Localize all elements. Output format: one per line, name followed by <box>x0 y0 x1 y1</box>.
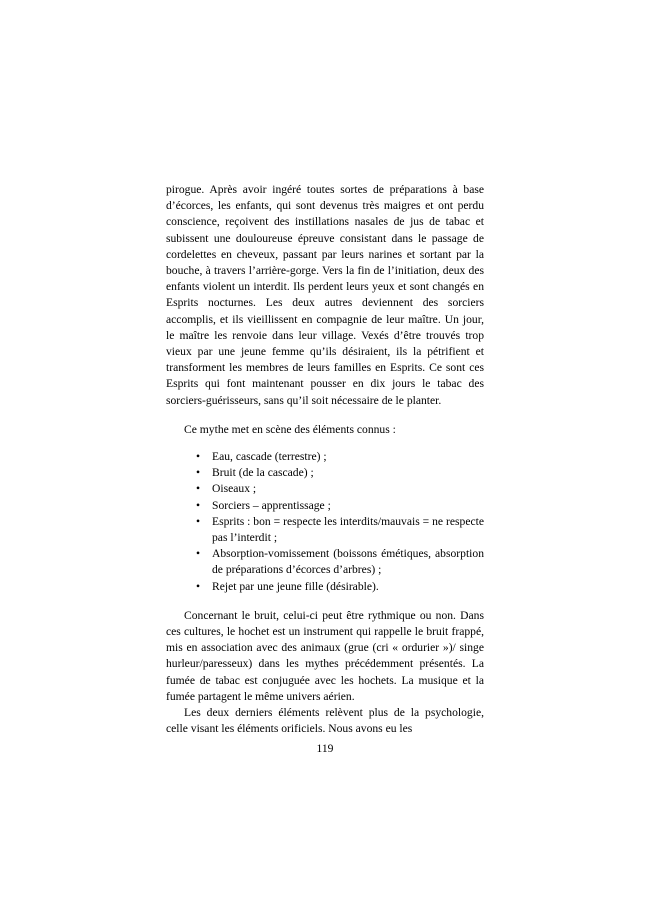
bullet-icon: • <box>196 514 201 528</box>
list-item <box>166 546 484 578</box>
paragraph-spacer <box>166 595 484 608</box>
list-item <box>166 449 484 465</box>
bullet-icon: • <box>196 547 201 561</box>
list-item <box>166 465 484 481</box>
bullet-icon: • <box>196 450 201 464</box>
elements-list <box>166 449 484 595</box>
list-item <box>166 579 484 595</box>
list-item-label: Eau, cascade (terrestre) ; <box>212 450 327 464</box>
paragraph-spacer <box>166 409 484 422</box>
list-item-label: Esprits : bon = respecte les interdits/mauvais = ne respecte pas l’interdit ; <box>212 514 484 545</box>
bullet-icon: • <box>196 498 201 512</box>
paragraph-intro-list: Ce mythe met en scène des éléments connus : <box>184 422 396 436</box>
page-text-block <box>166 182 484 738</box>
list-item-label: Rejet par une jeune fille (désirable). <box>212 579 379 593</box>
page-number: 119 <box>316 742 334 755</box>
list-item-label: Sorciers – apprentissage ; <box>212 498 331 512</box>
paragraph-opening: pirogue. Après avoir ingéré toutes sortes de préparations à base d’écorces, les enfants, qui sont devenus très maigres et ont perdu conscience, reçoivent des instillations nasales de jus de tabac et subissent une douloureuse épreuve consistant dans le passage de cordelettes en cheveux, passant par leurs narines et sortant par la bouche, à travers l’arrière-gorge. Vers la fin de l’initiation, deux des enfants violent un interdit. Ils perdent leurs yeux et sont changés en Esprits nocturnes. Les deux autres deviennent des sorciers accomplis, et ils vieillissent en compagnie de leur maître. Un jour, le maître les renvoie dans leur village. Vexés d’être trouvés trop vieux par une jeune femme qu’ils désiraient, ils la pétrifient et transforment les membres de leurs familles en Esprits. Ce sont ces Esprits qui font maintenant pousser en dix jours le tabac des sorciers-guérisseurs, sans qu’il soit nécessaire de le planter. <box>166 183 484 407</box>
list-spacer <box>166 438 484 449</box>
bullet-icon: • <box>196 579 201 593</box>
list-item <box>166 481 484 497</box>
list-item-label: Absorption-vomissement (boissons émétiques, absorption de préparations d’écorces d’arbres) ; <box>212 547 484 577</box>
list-item-label: Bruit (de la cascade) ; <box>212 466 314 480</box>
bullet-icon: • <box>196 482 201 496</box>
list-item <box>166 498 484 514</box>
paragraph-closing: Les deux derniers éléments relèvent plus de la psychologie, celle visant les éléments orificiels. Nous avons eu les <box>166 706 484 736</box>
paragraph-bruit: Concernant le bruit, celui-ci peut être rythmique ou non. Dans ces cultures, le hochet est un instrument qui rappelle le bruit frappé, mis en association avec des animaux (grue (cri « ordurier »)/ singe hurleur/paresseux) dans les mythes précédemment présentés. La fumée de tabac est conjuguée avec les hochets. La musique et la fumée partagent le même univers aérien. <box>166 608 484 703</box>
bullet-icon: • <box>196 466 201 480</box>
list-item <box>166 514 484 546</box>
list-item-label: Oiseaux ; <box>212 482 257 496</box>
